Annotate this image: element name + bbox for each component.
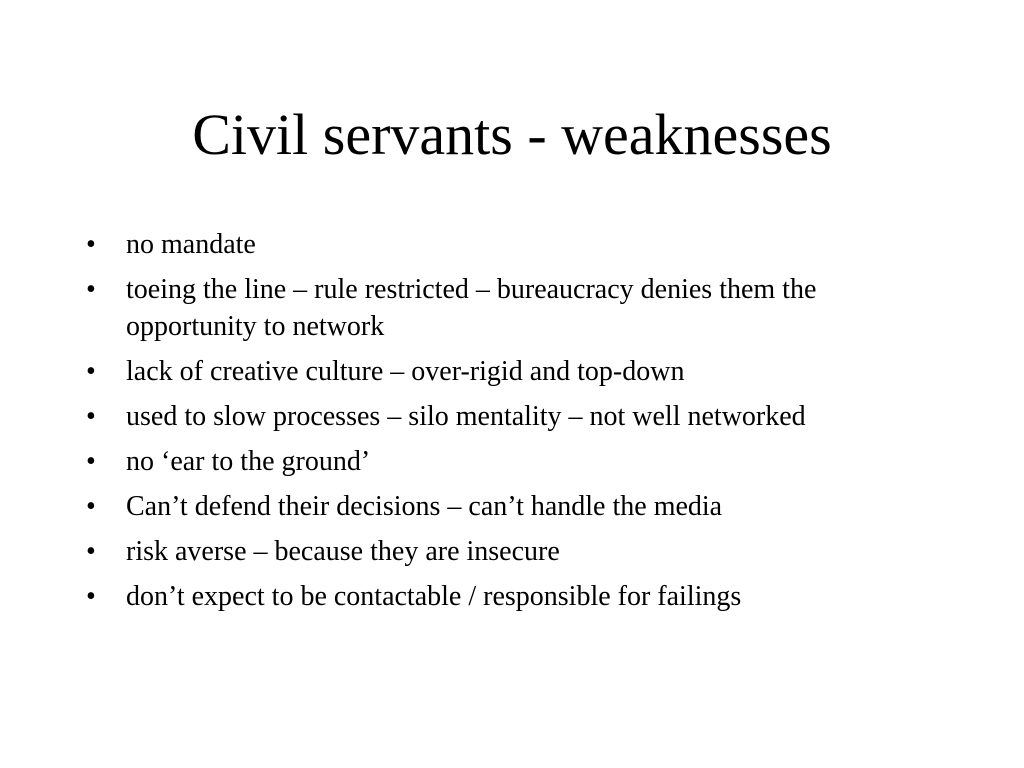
bullet-icon: • [86,581,96,612]
bullet-text: no mandate [126,229,256,260]
bullet-text: no ‘ear to the ground’ [126,446,371,477]
bullet-icon: • [86,229,96,260]
bullet-item [86,226,946,263]
bullet-text: risk averse – because they are insecure [126,536,560,567]
bullet-icon: • [86,491,96,522]
bullet-icon: • [86,536,96,567]
bullet-text: used to slow processes – silo mentality – not well networked [126,401,806,432]
slide-title: Civil servants - weaknesses [192,102,832,167]
bullet-text: toeing the line – rule restricted – bureaucracy denies them the opportunity to network [126,274,817,342]
bullet-item [86,271,946,345]
bullet-text: Can’t defend their decisions – can’t handle the media [126,491,723,522]
bullet-icon: • [86,356,96,387]
bullet-text: lack of creative culture – over-rigid and top-down [126,356,685,387]
bullet-icon: • [86,401,96,432]
bullet-icon: • [86,446,96,477]
bullet-list [86,226,946,623]
bullet-icon: • [86,274,96,305]
bullet-item [86,353,946,390]
bullet-item [86,443,946,480]
bullet-item [86,488,946,525]
bullet-text: don’t expect to be contactable / responsible for failings [126,581,742,612]
bullet-item [86,398,946,435]
bullet-item [86,578,946,615]
bullet-item [86,533,946,570]
